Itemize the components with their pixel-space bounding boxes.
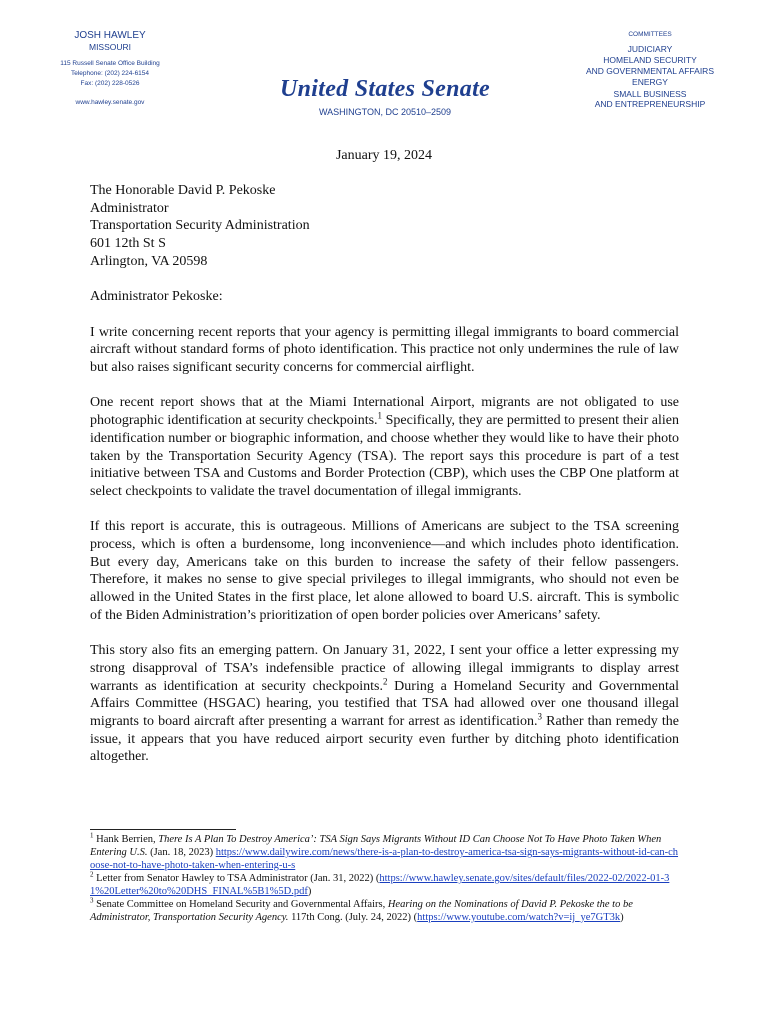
office-address: 115 Russell Senate Office Building [60, 60, 160, 67]
paragraph-text: Rather than remedy the issue, it appears that you have reduced airport security even further by ditching photo identification altogether. [90, 714, 679, 765]
senate-title: United States Senate [279, 76, 490, 102]
committee-item: SMALL BUSINESS [613, 88, 687, 99]
recipient-city: Arlington, VA 20598 [90, 253, 208, 269]
footnote-link[interactable]: https://www.dailywire.com/news/there-is-a-plan-to-destroy-america-tsa-sign-says-migrants-without-id-can-choose-not-to-have-photo-taken-when-entering-u-s [90, 847, 679, 871]
office-fax: Fax: (202) 228-0526 [80, 80, 140, 87]
letterhead-title-block [270, 74, 500, 117]
senator-name: JOSH HAWLEY [74, 30, 146, 41]
recipient-title: Administrator [90, 200, 169, 216]
senator-state: MISSOURI [88, 42, 132, 52]
paragraph-text: This story also fits an emerging pattern. On January 31, 2022, I sent your office a letter expressing my strong disapproval of TSA’s indefensible practice of allowing illegal immigrants to display arrest warrants as identification at security checkpoints. [90, 643, 679, 694]
footnote-text: ) [620, 912, 624, 923]
website-link[interactable]: www.hawley.senate.gov [75, 99, 145, 106]
committee-item: AND GOVERNMENTAL AFFAIRS [586, 65, 714, 76]
footnote [90, 833, 679, 872]
committees-heading: COMMITTEES [628, 31, 672, 38]
footnote-text: Senate Committee on Homeland Security and Governmental Affairs, [93, 899, 388, 910]
paragraph-text: One recent report shows that at the Miami International Airport, migrants are not obligated to use photographic identification at security checkpoints. [90, 395, 679, 429]
paragraph-text: Specifically, they are permitted to present their alien identification number or biographic information, and choose whether they would like to have their photo taken by the Transportation Security Agency (TSA). The report says this procedure is part of a test initiative between TSA and Customs and Border Protection (CBP), which uses the CBP One platform at select checkpoints to validate the travel documentation of illegal immigrants. [90, 413, 679, 499]
committee-item: HOMELAND SECURITY [603, 55, 697, 65]
footnote-ref[interactable]: 1 [377, 410, 383, 421]
letter-body [90, 182, 679, 766]
paragraph: I write concerning recent reports that your agency is permitting illegal immigrants to board commercial aircraft without standard forms of photo identification. This practice not only undermines the rule of law but also raises significant security concerns for commercial airflight. [90, 324, 679, 375]
letter-date: January 19, 2024 [335, 148, 433, 163]
footnotes [90, 829, 679, 924]
footnote-ref[interactable]: 2 [382, 675, 388, 686]
committee-item: JUDICIARY [627, 43, 673, 54]
paragraph [90, 642, 679, 766]
footnote-text: (Jan. 18, 2023) [147, 847, 216, 858]
office-telephone: Telephone: (202) 224-6154 [70, 70, 150, 77]
recipient-agency: Transportation Security Administration [90, 218, 310, 234]
footnote-title: Hearing on the Nominations of David P. Pekoske the to be Administrator, Transportation Security Agency. [90, 899, 633, 923]
footnote-number: 2 [90, 870, 94, 879]
footnote-text: 117th Cong. (July. 24, 2022) ( [288, 912, 418, 923]
salutation: Administrator Pekoske: [90, 289, 223, 305]
footnote-number: 3 [90, 896, 94, 905]
paragraph-text: During a Homeland Security and Governmental Affairs Committee (HSGAC) hearing, you testified that TSA had allowed over one thousand illegal migrants to board aircraft after presenting a warrant for arrest as identification. [90, 678, 679, 730]
footnote-link[interactable]: https://www.hawley.senate.gov/sites/default/files/2022-02/2022-01-31%20Letter%20to%20DHS_FINAL%5B1%5D.pdf [90, 873, 670, 897]
senate-city: WASHINGTON, DC 20510–2509 [318, 107, 452, 117]
footnote [90, 898, 679, 924]
footnote-text: ) [307, 886, 312, 897]
recipient-address [90, 182, 679, 271]
footnote-title: There Is A Plan To Destroy America’: TSA Sign Says Migrants Without ID Can Choose Not To Have Photo Taken When Entering U.S. [90, 834, 662, 858]
committee-item: AND ENTREPRENEURSHIP [594, 99, 706, 109]
recipient-name: The Honorable David P. Pekoske [90, 183, 276, 198]
footnote-text: Letter from Senator Hawley to TSA Administrator (Jan. 31, 2022) ( [93, 873, 380, 884]
footnote-number: 1 [90, 831, 94, 840]
footnote-link[interactable]: https://www.youtube.com/watch?v=ij_ye7GT3k [417, 912, 621, 923]
footnote [90, 872, 679, 898]
paragraph: If this report is accurate, this is outrageous. Millions of Americans are subject to the TSA screening process, which is often a burdensome, long inconvenience—and which includes photo identification. But every day, Americans take on this burden to increase the safety of their fellow passengers. Therefore, it makes no sense to give special privileges to illegal immigrants, who should not even be allowed in the United States in the first place, let alone allowed to board U.S. aircraft. This is symbolic of the Biden Administration’s prioritization of open border policies over Americans’ safety. [90, 519, 679, 623]
committee-item: ENERGY [632, 77, 668, 87]
footnote-ref[interactable]: 3 [537, 711, 543, 722]
letterhead-senator-block [40, 30, 180, 108]
footnote-text: Hank Berrien, [93, 834, 159, 845]
recipient-street: 601 12th St S [90, 236, 166, 252]
footnote-divider [90, 829, 236, 830]
committees-block [575, 30, 725, 110]
paragraph [90, 394, 679, 500]
